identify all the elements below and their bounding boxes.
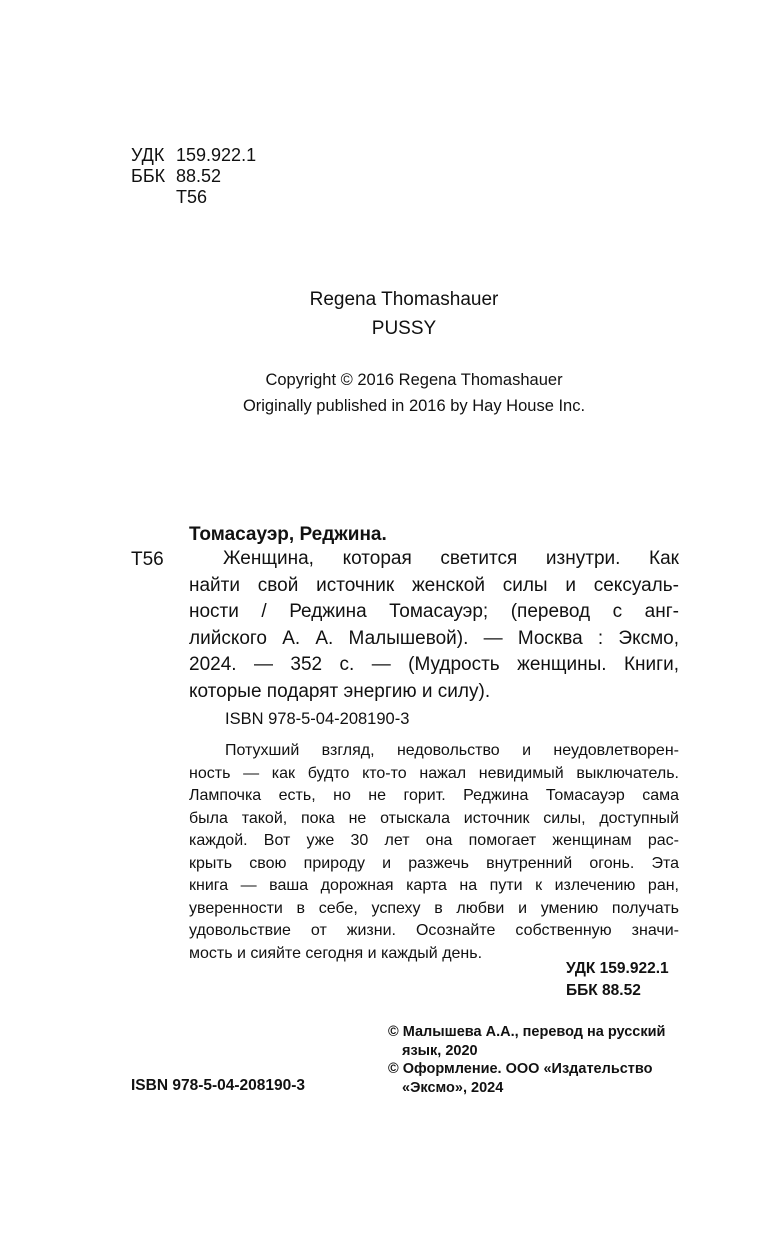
annotation-line: книга — ваша дорожная карта на пути к излечению ран,	[189, 877, 679, 894]
card-line: Женщина, которая светится изнутри. Как	[223, 548, 679, 569]
udk-label: УДК	[131, 145, 165, 165]
copyright-design-line-1: © Оформление. ООО «Издательство	[388, 1061, 653, 1077]
footer-bbk: ББК 88.52	[566, 982, 641, 999]
card-line: найти свой источник женской силы и сексуаль-	[189, 574, 679, 596]
classification-block	[131, 145, 331, 211]
original-author: Regena Thomashauer	[309, 289, 499, 310]
copyright-block	[388, 1023, 665, 1097]
card-heading: Томасауэр, Реджина.	[189, 524, 387, 545]
annotation-line: крыть свою природу и разжечь внутренний огонь. Эта	[189, 854, 679, 872]
udk-value: 159.922.1	[176, 145, 257, 165]
card-line: лийского А. А. Малышевой). — Москва : Эксмо,	[189, 627, 679, 649]
card-isbn: ISBN 978-5-04-208190-3	[225, 710, 410, 728]
card-line: которые подарят энергию и силу).	[189, 680, 491, 702]
annotation	[189, 740, 679, 965]
annotation-line: ность — как будто кто-то нажал невидимый выключатель.	[189, 764, 679, 782]
annotation-line: каждой. Вот уже 30 лет она помогает женщинам рас-	[189, 832, 679, 849]
card-line: 2024. — 352 с. — (Мудрость женщины. Книги,	[189, 654, 679, 675]
copyright-design-line-2: «Эксмо», 2024	[402, 1079, 504, 1096]
footer-udk: УДК 159.922.1	[566, 960, 669, 977]
original-publisher: Originally published in 2016 by Hay House Inc.	[242, 397, 586, 415]
annotation-line: уверенности в себе, успеху в любви и умению получать	[189, 899, 679, 917]
annotation-line: мость и сияйте сегодня и каждый день.	[189, 944, 483, 962]
copyright-translation-line-1: © Малышева А.А., перевод на русский	[388, 1024, 666, 1040]
card-body	[189, 546, 679, 705]
footer-isbn: ISBN 978-5-04-208190-3	[131, 1077, 306, 1094]
card-line: ности / Реджина Томасауэр; (перевод с анг-	[189, 601, 679, 622]
original-copyright: Copyright © 2016 Regena Thomashauer	[265, 371, 563, 389]
annotation-line: Лампочка есть, но не горит. Реджина Томасауэр сама	[189, 787, 679, 804]
annotation-line: была такой, пока не отыскала источник силы, доступный	[189, 809, 679, 827]
annotation-line: Потухший взгляд, недовольство и неудовлетворен-	[225, 742, 679, 759]
footer-codes	[566, 958, 669, 1002]
author-sign: Т56	[176, 187, 208, 207]
bbk-value: 88.52	[176, 166, 222, 186]
annotation-line: удовольствие от жизни. Осознайте собственную значи-	[189, 922, 679, 939]
bbk-label: ББК	[131, 166, 166, 186]
card-code: Т56	[131, 549, 164, 570]
copyright-translation-line-2: язык, 2020	[402, 1042, 478, 1059]
original-title: PUSSY	[371, 318, 437, 339]
